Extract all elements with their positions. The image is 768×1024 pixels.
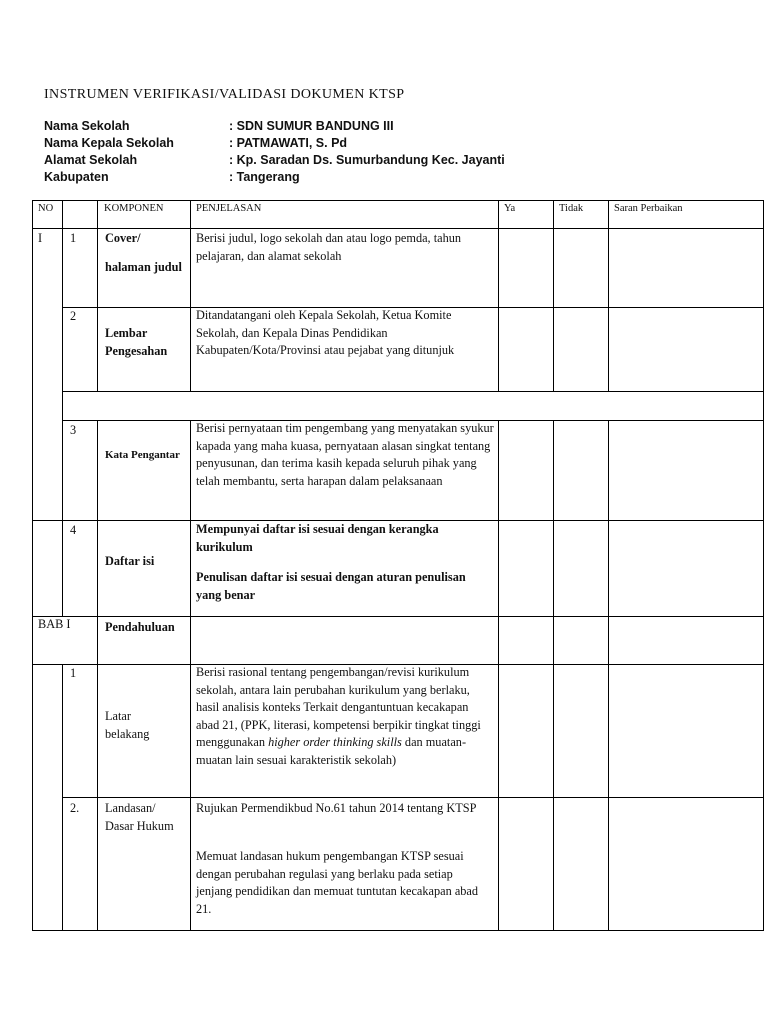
row-number: 1 (70, 231, 77, 245)
description-legal-reference: Rujukan Permendikbud No.61 tahun 2014 tentang KTSP (196, 801, 477, 815)
description-preface: Berisi pernyataan tim pengembang yang menyatakan syukur kapada yang maha kuasa, pernyataan alasan singkat tentang penyusunan, dan terima kasih kepada seluruh pihak yang telah membantu, serta harapan dalam pelaksanaan (196, 421, 494, 488)
table-border (62, 200, 63, 617)
info-value: : SDN SUMUR BANDUNG III (229, 119, 394, 133)
table-border (97, 420, 98, 931)
description-background (196, 664, 494, 769)
component-table-of-contents: Daftar isi (105, 554, 155, 568)
component-cover: Cover/ (105, 231, 141, 245)
section-number: I (38, 231, 43, 245)
description-legal-basis: Memuat landasan hukum pengembangan KTSP sesuai dengan perubahan regulasi yang berlaku pada setiap jenjang pendidikan dan memuat tuntutan kecakapan abad 21. (196, 849, 479, 916)
table-border (62, 664, 63, 931)
info-label: Alamat Sekolah (44, 153, 138, 167)
info-label: Nama Kepala Sekolah (44, 136, 174, 150)
row-number: 2. (70, 801, 80, 815)
chapter-component: Pendahuluan (105, 620, 175, 634)
row-number: 2 (70, 309, 77, 323)
info-value: : PATMAWATI, S. Pd (229, 136, 348, 150)
table-border (608, 420, 609, 931)
table-border (32, 200, 33, 931)
header-no: NO (38, 203, 54, 214)
description-text: dan muatan-muatan lain sesuai karakteristik sekolah) (196, 735, 467, 767)
table-border (190, 420, 191, 931)
table-border (97, 200, 98, 392)
info-value: : Tangerang (229, 170, 300, 184)
description-approval-sheet: Ditandatangani oleh Kepala Sekolah, Ketua Komite Sekolah, dan Kepala Dinas Pendidikan Kabupaten/Kota/Provinsi atau pejabat yang ditunjuk (196, 308, 455, 357)
header-ya: Ya (504, 203, 516, 214)
table-border (498, 200, 499, 392)
table-border (32, 930, 764, 931)
description-toc-structure: Mempunyai daftar isi sesuai dengan kerangka kurikulum (196, 522, 439, 554)
info-value: : Kp. Saradan Ds. Sumurbandung Kec. Jayanti (229, 153, 505, 167)
table-border (190, 200, 191, 392)
table-border (553, 420, 554, 931)
component-preface: Kata Pengantar (105, 449, 180, 461)
row-number: 1 (70, 666, 77, 680)
component-background: Latar belakang (105, 709, 150, 741)
row-number: 4 (70, 523, 77, 537)
table-border (498, 420, 499, 931)
component-approval-sheet: Lembar Pengesahan (105, 326, 168, 358)
component-title-page: halaman judul (105, 260, 182, 274)
description-text: Berisi rasional tentang pengembangan/revisi kurikulum sekolah, antara lain perubahan kurikulum yang berlaku, hasil analisis konteks Terkait dengantuntuan kecakapan abad 21, (PPK, literasi, kompetensi berpikir tingkat tinggi menggunakan (196, 665, 481, 749)
info-label: Kabupaten (44, 170, 109, 184)
table-border (553, 200, 554, 392)
chapter-label: BAB I (38, 617, 71, 631)
row-number: 3 (70, 423, 77, 437)
header-tidak: Tidak (559, 203, 584, 214)
header-saran: Saran Perbaikan (614, 203, 683, 214)
info-label: Nama Sekolah (44, 119, 130, 133)
table-border (32, 228, 764, 229)
header-penjelasan: PENJELASAN (196, 203, 262, 214)
table-border (62, 391, 764, 392)
component-legal-basis: Landasan/ Dasar Hukum (105, 801, 174, 833)
table-border (608, 200, 609, 392)
header-komponen: KOMPONEN (104, 203, 164, 214)
table-border (763, 200, 764, 931)
document-title: INSTRUMEN VERIFIKASI/VALIDASI DOKUMEN KTSP (44, 87, 405, 102)
description-toc-writing: Penulisan daftar isi sesuai dengan aturan penulisan yang benar (196, 570, 466, 602)
table-border (62, 797, 764, 798)
description-italic-term: higher order thinking skills (268, 735, 402, 749)
description-cover: Berisi judul, logo sekolah dan atau logo pemda, tahun pelajaran, dan alamat sekolah (196, 231, 462, 263)
